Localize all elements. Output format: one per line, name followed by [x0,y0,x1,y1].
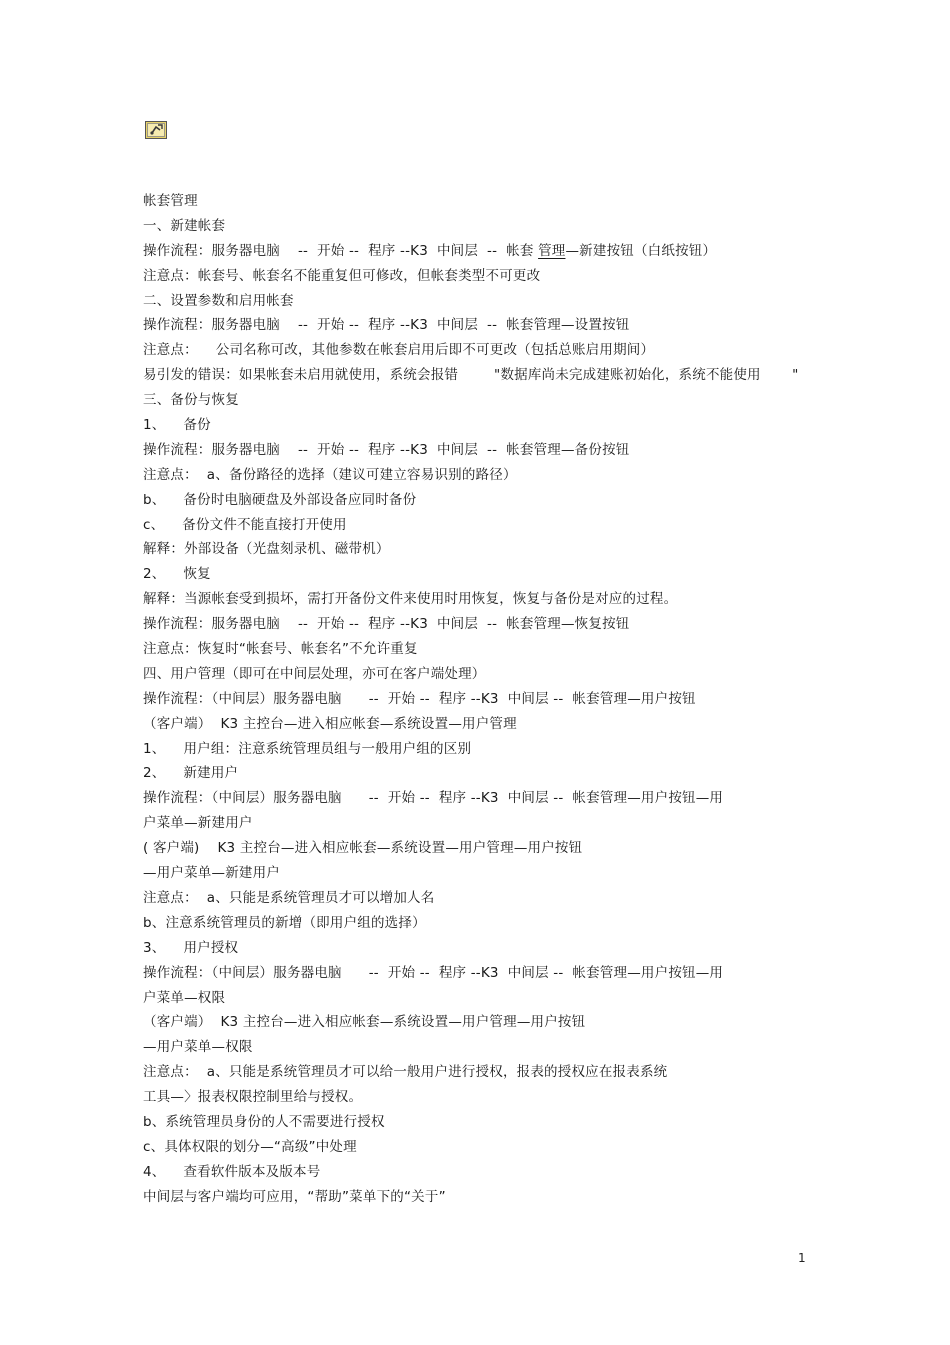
text-line: —用户菜单—权限 [143,1039,253,1056]
text-line: 帐套管理 [143,193,198,209]
text-line: 一、新建帐套 [143,217,226,234]
text-line: b、 备份时电脑硬盘及外部设备应同时备份 [143,491,417,508]
text-line: 户菜单—权限 [143,989,226,1006]
text-line: 注意点：恢复时“帐套号、帐套名”不允许重复 [143,641,418,658]
text-line: 注意点： a、只能是系统管理员才可以给一般用户进行授权，报表的授权应在报表系统 [143,1064,668,1081]
text-line [143,239,883,264]
text-line: 2、 恢复 [143,566,211,583]
text-line: ( 客户端) K3 主控台—进入相应帐套—系统设置—用户管理—用户按钮 [143,840,583,857]
text-line: 解释：外部设备（光盘刻录机、磁带机） [143,541,390,558]
text-line: 注意点： a、只能是系统管理员才可以增加人名 [143,889,435,906]
document-link-icon[interactable] [145,121,167,139]
text-line: —用户菜单—新建用户 [143,865,280,882]
text-line: 1、 备份 [143,417,211,434]
text-line: 三、备份与恢复 [143,392,239,409]
text-line: 四、用户管理（即可在中间层处理，亦可在客户端处理） [143,665,486,682]
text-line: 1、 用户组：注意系统管理员组与一般用户组的区别 [143,740,472,757]
text-line: 操作流程：服务器电脑 -- 开始 -- 程序 --K3 中间层 -- 帐套管理—备份按钮 [143,441,630,458]
text-line: 注意点：帐套号、帐套名不能重复但可修改，但帐套类型不可更改 [143,267,541,284]
text-line: 操作流程：（中间层）服务器电脑 -- 开始 -- 程序 --K3 中间层 -- 帐套管理—用户按钮—用 [143,790,724,807]
text-line: 中间层与客户端均可应用，“帮助”菜单下的“关于” [143,1188,446,1205]
text-line: b、系统管理员身份的人不需要进行授权 [143,1113,385,1130]
text-line: 4、 查看软件版本及版本号 [143,1163,321,1180]
text-line: 操作流程：（中间层）服务器电脑 -- 开始 -- 程序 --K3 中间层 -- 帐套管理—用户按钮 [143,690,696,707]
text-line: 注意点： 公司名称可改，其他参数在帐套启用后即不可更改（包括总账启用期间） [143,342,655,359]
text-line: 解释：当源帐套受到损坏，需打开备份文件来使用时用恢复，恢复与备份是对应的过程。 [143,591,678,608]
page-number: 1 [798,1251,806,1265]
text-line: （客户端） K3 主控台—进入相应帐套—系统设置—用户管理—用户按钮 [143,1014,586,1031]
text-line: 工具—〉报表权限控制里给与授权。 [143,1089,363,1106]
text-line: 2、 新建用户 [143,765,239,782]
text-segment: 操作流程：服务器电脑 -- 开始 -- 程序 --K3 中间层 -- 帐套 [143,242,539,259]
text-line: 户菜单—新建用户 [143,815,253,832]
document-body [143,189,883,1210]
text-line: b、注意系统管理员的新增（即用户组的选择） [143,914,426,931]
text-line: 注意点： a、备份路径的选择（建议可建立容易识别的路径） [143,466,517,483]
text-line: （客户端） K3 主控台—进入相应帐套—系统设置—用户管理 [143,715,517,732]
text-segment: —新建按钮（白纸按钮） [565,242,717,259]
text-line: 操作流程：服务器电脑 -- 开始 -- 程序 --K3 中间层 -- 帐套管理—恢复按钮 [143,616,630,633]
text-line: c、具体权限的划分—“高级”中处理 [143,1138,357,1155]
text-line: 操作流程：服务器电脑 -- 开始 -- 程序 --K3 中间层 -- 帐套管理—设置按钮 [143,317,630,334]
text-line: 易引发的错误：如果帐套未启用就使用，系统会报错 "数据库尚未完成建账初始化，系统不能使用 " [143,367,799,384]
text-line: 操作流程：（中间层）服务器电脑 -- 开始 -- 程序 --K3 中间层 -- 帐套管理—用户按钮—用 [143,964,724,981]
text-line: 3、 用户授权 [143,939,239,956]
underlined-text: 管理 [538,242,566,259]
text-line: 二、设置参数和启用帐套 [143,292,294,309]
text-line: c、 备份文件不能直接打开使用 [143,516,347,533]
